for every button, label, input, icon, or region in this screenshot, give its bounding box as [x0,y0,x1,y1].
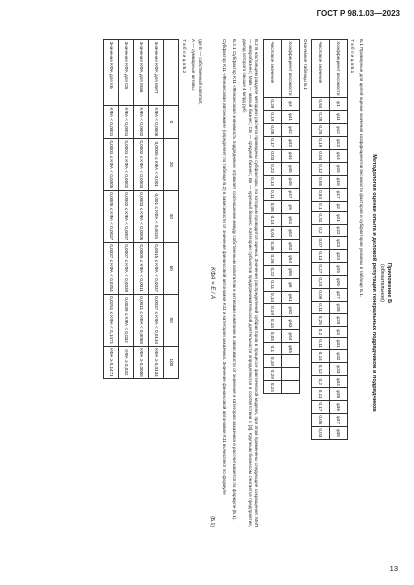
table-cell: 0,1 [311,201,329,211]
table-cell: 0,19 [263,304,281,317]
table-cell: 0,0015 ≤ KФА < 0,0037 [149,242,164,294]
table-header-cell: φ36 [329,400,347,413]
table-cell: 0,0037 ≤ KФА < 0,0134 [149,294,164,346]
table-header-cell: φ28 [329,301,347,314]
table-cell: 0,19 [263,355,281,368]
table-cell: 0,0011 ≤ KФА < 0,0068 [134,294,149,346]
table-header-cell: φ25 [329,262,347,275]
table-row [311,40,329,440]
table-cell: 0,2 [311,376,329,388]
table-cell: 0,28 [311,110,329,123]
table-header-cell: φ17 [329,188,347,201]
table-header-cell: Коэффициент весомости [281,40,299,98]
formula-expression: KФА = E / A [208,266,215,300]
table-cell: 0,001 ≤ KФА < 0,0015 [149,190,164,242]
table-header-cell: φ23 [329,236,347,249]
table-header-cell: φ61 [281,291,299,304]
table-cell: 0,09 [311,288,329,301]
table-cell: 0,19 [311,136,329,149]
formula-note-assets: A — суммарные активы. [190,39,196,91]
table-cell: 0,25 [311,123,329,136]
rotated-page-content [103,39,392,527]
table1-caption: Т а б л и ц а Б.1 [350,39,356,74]
table-header-cell: φ52 [281,227,299,240]
table-cell: 0,04 [263,330,281,343]
table-cell: 0,17 [311,400,329,413]
table-header-cell: 0 [164,106,179,139]
table-cell: 0,08 [263,123,281,136]
table-cell: 0,06 [311,413,329,426]
table-header-cell: φ64 [281,330,299,343]
table-header-cell: φ65 [281,343,299,355]
table-header-cell: φ26 [329,275,347,288]
table-header-row [329,40,347,440]
table-header-cell: φ2 [329,201,347,211]
table-header-cell: φ55 [281,265,299,278]
table-header-cell [281,368,299,381]
table-header-cell: φ12 [329,123,347,136]
table-header-cell: φ13 [329,136,347,149]
table-header-cell: φ11 [329,110,347,123]
table-header-cell: 100 [164,346,179,379]
table-cell: 0,0002 ≤ KФА < 0,0003 [134,138,149,190]
table-cell: 0,13 [311,249,329,262]
table-cell: KФА < 0,0002 [134,106,149,139]
table-header-cell: φ3 [329,327,347,337]
weights-table-1 [311,39,348,440]
table-cell: 0,0005 ≤ KФА < 0,0011 [134,242,149,294]
table-header-cell: φ34 [329,376,347,388]
table-cell: 0,24 [263,381,281,394]
table-cell: 0,03 [311,426,329,439]
table-row-label: Значение KФА для МаБ [134,40,149,106]
table-header-cell: φ31 [329,337,347,350]
table-header-cell: φ44 [281,149,299,162]
table-header-cell: φ35 [329,388,347,401]
appendix-subtitle: (обязательное) [378,264,385,302]
table-cell: 0,31 [311,211,329,224]
table-cell: 0,0002 ≤ KФА < 0,0007 [119,190,134,242]
table-header-cell: φ22 [329,224,347,236]
paragraph-b21-formula-intro: Субфактор K11 «Финансовая автономия» (определяет по таблице Б.2) в зависимости от значения финансовой автономии K11 и категории заказчика. Значение финансовой автономии K11 вычисляют по формуле [221,39,227,495]
table-cell: 0,11 [263,278,281,291]
appendix-title: Приложение Б [386,262,392,304]
table-header-cell: φ6 [281,278,299,291]
table-header-row [281,40,299,394]
table-cell: 0,27 [311,262,329,275]
table2-caption: Т а б л и ц а Б.2 [181,39,187,74]
table-header-cell: φ43 [281,136,299,149]
table-cell: KФА ≥ 0,032 [119,346,134,379]
table-header-cell: φ37 [329,413,347,426]
table-header-cell: φ41 [281,110,299,123]
table-cell: 0,2 [311,224,329,236]
table-header-cell [164,40,179,106]
table-cell: 0,12 [311,363,329,376]
table-cell: 0,04 [263,227,281,240]
table-header-cell: φ4 [281,97,299,110]
table-header-cell: φ54 [281,253,299,266]
table-cell: 0,2 [311,327,329,337]
table-cell: 0,0251 ≤ KФА < 0,1471 [104,294,119,346]
table-header-cell: 80 [164,294,179,346]
table-cell: 0,0005 ≤ KФА < 0,0037 [104,190,119,242]
table-cell: 0,0006 ≤ KФА < 0,001 [149,138,164,190]
table-cell: 0,29 [263,97,281,110]
table-header-cell [281,355,299,368]
table-header-cell: φ63 [281,317,299,330]
table-cell: 0,04 [311,149,329,162]
table-row [119,40,134,379]
appendix-heading: Методология оценки опыта и деловой репутации генеральных подрядчиков и подрядчиков [370,154,377,412]
paragraph-b21: Б.2.1 Субфактор K11 «Финансовая значимость подрядчика» отражает соотношение между собственным капиталом и активами компании в зависимости от значения и категории заказчика и рассчитывается по формуле (Б.1). [231,39,237,521]
table-cell: 0,17 [263,136,281,149]
table-cell: 0,14 [263,317,281,330]
table-cell: 0,1 [263,343,281,355]
table-cell: KФА < 0,0006 [149,106,164,139]
table-cell: 0,84 [311,188,329,201]
table-cell: 0,12 [311,162,329,175]
table-cell: 0,26 [263,253,281,266]
formula [207,39,215,527]
table-header-cell: φ33 [329,363,347,376]
table-header-cell: φ38 [329,426,347,439]
table-cell: KФА ≥ 0,1471 [104,346,119,379]
table-header-cell: φ1 [329,97,347,110]
table-cell: 0,0001 ≤ KФА < 0,0002 [119,138,134,190]
table-row [134,40,149,379]
table-cell: 0,0001 ≤ KФА < 0,0005 [104,138,119,190]
table-cell: 0,0039 ≤ KФА < 0,032 [119,294,134,346]
table-cell: 0,24 [311,275,329,288]
table-header-cell: 60 [164,242,179,294]
table-cell: 0,25 [311,314,329,327]
table-cell: 0,22 [263,265,281,278]
table-header-cell: φ47 [281,188,299,201]
table-header-row [164,40,179,379]
table-cell: 0,19 [263,110,281,123]
table-cell: KФА ≥ 0,0068 [134,346,149,379]
table-header-cell: 20 [164,138,179,190]
financial-autonomy-table [103,39,179,379]
table-row-label: Числовое значение [311,40,329,98]
table-header-cell: φ32 [329,350,347,363]
table-cell: 0,14 [311,350,329,363]
table-header-cell: Коэффициент весомости [329,40,347,98]
paragraph-b2: Б.2 В настоящем разделе методики расчета приведены субфакторы, по которым проводится оценка. Значения распределений субфакторов в процессе фактической модели, при этом применены следующие сокращения: МиП — микробизнес; МаБ — малый бизнес; СБ — средний бизнес; КБ — крупный бизнес. Категории субъектов предпринимательской деятельности определяются в соответствии с [3]. Крупным бизнесом считается предприятие, доход которого свыше 4 млрд руб. [241,39,259,527]
table-header-cell: φ24 [329,249,347,262]
table-cell: 0,64 [311,97,329,110]
table-cell: 0,22 [263,162,281,175]
document-header: ГОСТ Р 98.1.03—2023 [316,9,400,18]
table-cell: 0,14 [263,291,281,304]
table-cell: 0,0003 ≤ KФА < 0,0005 [134,190,149,242]
table-header-cell: φ16 [329,175,347,188]
table-cell: 0,14 [263,175,281,188]
table-cell: 0,03 [263,149,281,162]
caption-b1: Б.1 Примерные для целей оценки значения коэффициентов весомости факторов и субфакторов указаны в таблице Б.1. [359,39,365,298]
page-number: 13 [389,564,398,573]
table-cell: 0,08 [263,201,281,214]
table-header-cell: φ51 [281,214,299,227]
table-cell: 0,11 [311,337,329,350]
table-row-label: Значение KФА для КБ [104,40,119,106]
table-header-cell: φ45 [281,162,299,175]
table1-ending-caption: Окончание таблицы Б.1 [302,39,308,90]
table-header-cell: φ53 [281,240,299,253]
table-header-cell: φ21 [329,211,347,224]
table-cell: 0,07 [311,236,329,249]
table-header-cell [281,381,299,394]
table-row-label: Значение KФА для СБ [119,40,134,106]
table-row [149,40,164,379]
table-header-cell: φ5 [281,201,299,214]
table-header-cell: φ62 [281,304,299,317]
table-row [263,40,281,394]
table-header-cell: 40 [164,190,179,242]
table-cell: 0,11 [311,388,329,401]
table-row [104,40,119,379]
table-cell: 0,0037 ≤ KФА < 0,0251 [104,242,119,294]
table-row-label: Значение KФА для МиП [149,40,164,106]
table-cell: 0,14 [263,214,281,227]
table-cell: 0,0007 ≤ KФА < 0,0039 [119,242,134,294]
table-cell: KФА ≥ 0,0134 [149,346,164,379]
table-header-cell: φ42 [281,123,299,136]
table-row-label: Числовое значение [263,40,281,98]
weights-table-2 [263,39,300,394]
table-header-cell: φ15 [329,162,347,175]
table-cell: 0,29 [263,368,281,381]
table-cell: 0,11 [311,301,329,314]
table-header-cell: φ46 [281,175,299,188]
formula-number: (Б.1) [208,516,215,527]
table-cell: KФА < 0,0001 [104,106,119,139]
table-cell: KФА < 0,0001 [119,106,134,139]
table-header-cell: φ14 [329,149,347,162]
table-cell: 0,11 [263,188,281,201]
table-cell: 0,36 [263,240,281,253]
formula-note-equity: где E — собственный капитал; [197,39,203,105]
table-header-cell: φ29 [329,314,347,327]
table-cell: 0,55 [311,175,329,188]
table-header-cell: φ27 [329,288,347,301]
